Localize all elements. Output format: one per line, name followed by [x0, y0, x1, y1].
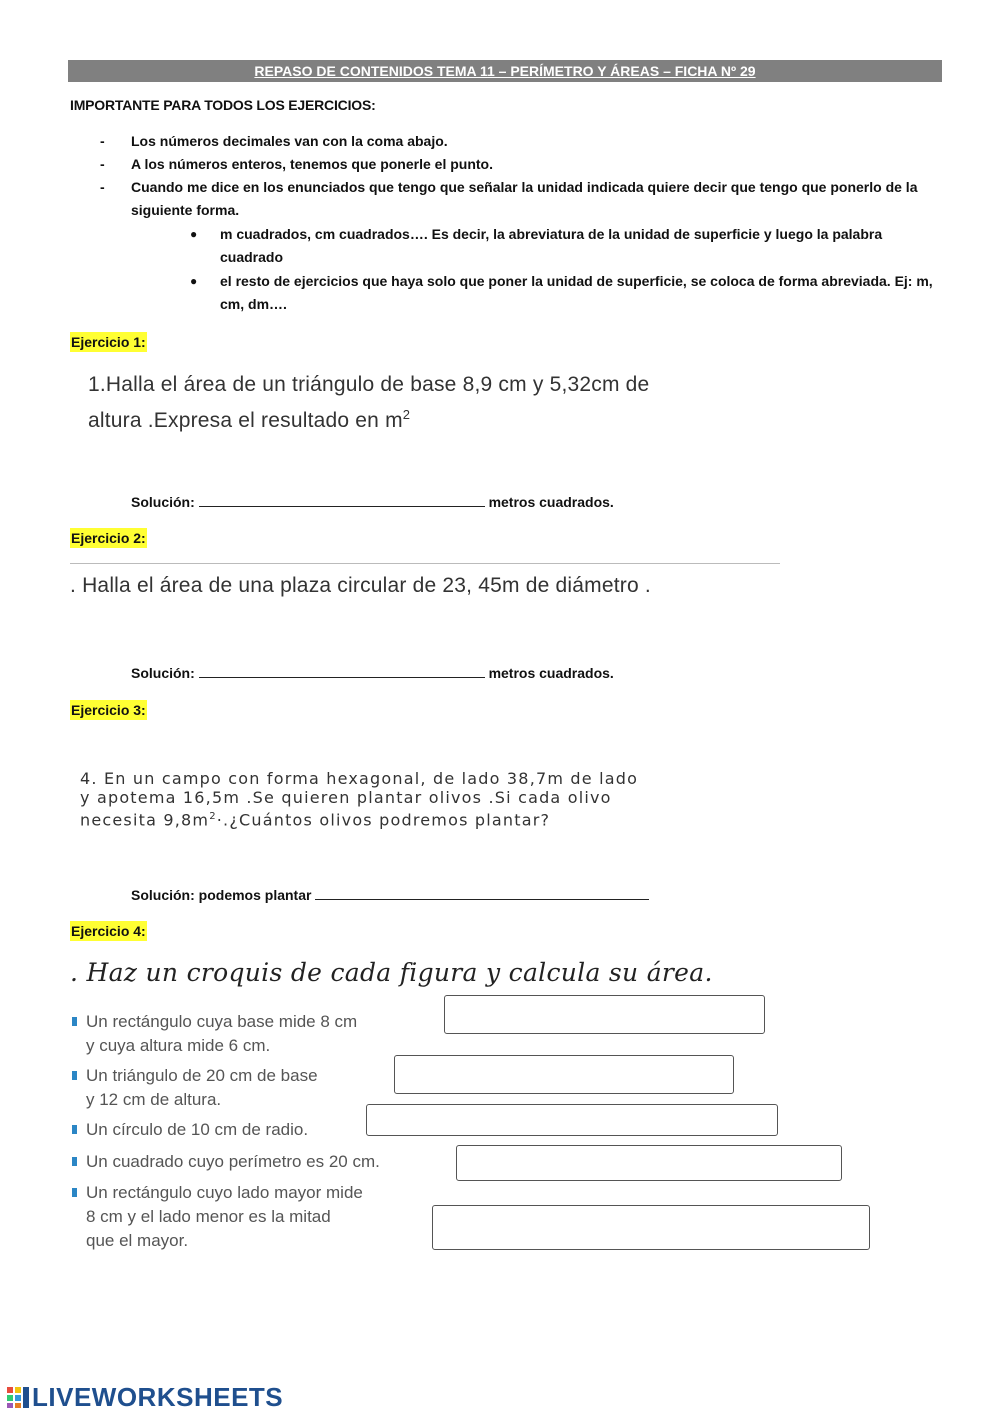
shape-5-answer-box[interactable]	[432, 1205, 870, 1250]
exercise-3-solution	[131, 885, 649, 903]
dash-marker: -	[100, 133, 105, 149]
question-text: altura .Expresa el resultado en m	[88, 409, 403, 432]
blue-bullet-icon	[72, 1017, 77, 1026]
shape-text: Un círculo de 10 cm de radio.	[86, 1120, 309, 1139]
exercise-4-heading: . Haz un croquis de cada figura y calcula su área.	[70, 958, 713, 987]
shape-item	[72, 1010, 357, 1058]
shape-1-answer-box[interactable]	[444, 995, 765, 1034]
rule-text: Los números decimales van con la coma abajo.	[131, 133, 448, 149]
shape-2-answer-box[interactable]	[394, 1055, 734, 1094]
blue-bullet-icon	[72, 1125, 77, 1134]
solution-label: Solución:	[131, 665, 195, 681]
superscript: 2	[209, 811, 217, 822]
liveworksheets-logo	[6, 1382, 283, 1412]
exercise-3-question	[80, 769, 638, 829]
exercise-1-label: Ejercicio 1:	[71, 334, 146, 350]
shape-text: y 12 cm de altura.	[86, 1090, 222, 1109]
exercise-2-solution	[131, 663, 614, 681]
rule-item	[100, 176, 950, 222]
exercise-3-answer-input[interactable]	[315, 885, 649, 900]
question-line: y apotema 16,5m .Se quieren plantar olivos .Si cada olivo	[80, 788, 612, 807]
rule-item	[100, 130, 950, 153]
rule-item	[100, 153, 950, 176]
shape-text: Un cuadrado cuyo perímetro es 20 cm.	[86, 1152, 380, 1171]
important-heading: IMPORTANTE PARA TODOS LOS EJERCICIOS:	[70, 97, 376, 113]
shape-item	[72, 1118, 308, 1142]
shape-text: que el mayor.	[86, 1231, 189, 1250]
exercise-1-question	[88, 370, 649, 436]
question-line	[88, 400, 649, 436]
blue-bullet-icon	[72, 1071, 77, 1080]
shape-4-answer-box[interactable]	[456, 1145, 842, 1181]
question-line: 1.Halla el área de un triángulo de base 8,9 cm y 5,32cm de	[88, 373, 650, 396]
exercise-1-answer-input[interactable]	[199, 492, 485, 507]
exercise-4-label: Ejercicio 4:	[71, 923, 146, 939]
shape-item	[72, 1150, 380, 1174]
divider	[70, 563, 780, 564]
solution-label: Solución: podemos plantar	[131, 887, 312, 903]
shape-item	[72, 1181, 363, 1253]
rule-text: A los números enteros, tenemos que ponerle el punto.	[131, 156, 493, 172]
shape-3-answer-box[interactable]	[366, 1104, 778, 1136]
rule-subitem-text: el resto de ejercicios que haya solo que poner la unidad de superficie, se coloca de forma abreviada. Ej: m, cm, dm….	[220, 273, 933, 312]
dash-marker: -	[100, 156, 105, 172]
exercise-2-answer-input[interactable]	[199, 663, 485, 678]
rule-text: Cuando me dice en los enunciados que tengo que señalar la unidad indicada quiere decir que tengo que ponerlo de la siguiente forma.	[131, 179, 918, 218]
solution-unit: metros cuadrados.	[488, 494, 614, 510]
question-text: ·.¿Cuántos olivos podremos plantar?	[216, 810, 551, 830]
solution-label: Solución:	[131, 494, 195, 510]
exercise-2-label: Ejercicio 2:	[71, 530, 146, 546]
exercise-3-label: Ejercicio 3:	[71, 702, 146, 718]
superscript: 2	[402, 407, 411, 422]
dash-marker: -	[100, 179, 105, 195]
solution-unit: metros cuadrados.	[488, 665, 614, 681]
shape-item	[72, 1064, 318, 1112]
shape-text: y cuya altura mide 6 cm.	[86, 1036, 271, 1055]
bullet-marker: ●	[190, 274, 198, 288]
shape-text: 8 cm y el lado menor es la mitad	[86, 1207, 331, 1226]
question-line	[80, 807, 638, 829]
rule-subitem-text: m cuadrados, cm cuadrados…. Es decir, la abreviatura de la unidad de superficie y luego la palabra cuadrado	[220, 226, 883, 265]
shape-text: Un rectángulo cuya base mide 8 cm	[86, 1012, 358, 1031]
shape-text: Un rectángulo cuyo lado mayor mide	[86, 1183, 363, 1202]
blue-bullet-icon	[72, 1157, 77, 1166]
question-text: necesita 9,8m	[80, 810, 210, 830]
rule-subitem	[190, 270, 945, 316]
logo-text: LIVEWORKSHEETS	[32, 1382, 284, 1412]
page-title: REPASO DE CONTENIDOS TEMA 11 – PERÍMETRO Y ÁREAS – FICHA Nº 29	[68, 60, 942, 82]
blue-bullet-icon	[72, 1188, 77, 1197]
rule-subitem	[190, 223, 945, 269]
shape-text: Un triángulo de 20 cm de base	[86, 1066, 318, 1085]
exercise-2-question: . Halla el área de una plaza circular de 23, 45m de diámetro .	[70, 574, 651, 597]
liveworksheets-logo-icon	[6, 1385, 30, 1409]
bullet-marker: ●	[190, 227, 198, 241]
exercise-1-solution	[131, 492, 614, 510]
question-line: 4. En un campo con forma hexagonal, de lado 38,7m de lado	[80, 769, 639, 788]
